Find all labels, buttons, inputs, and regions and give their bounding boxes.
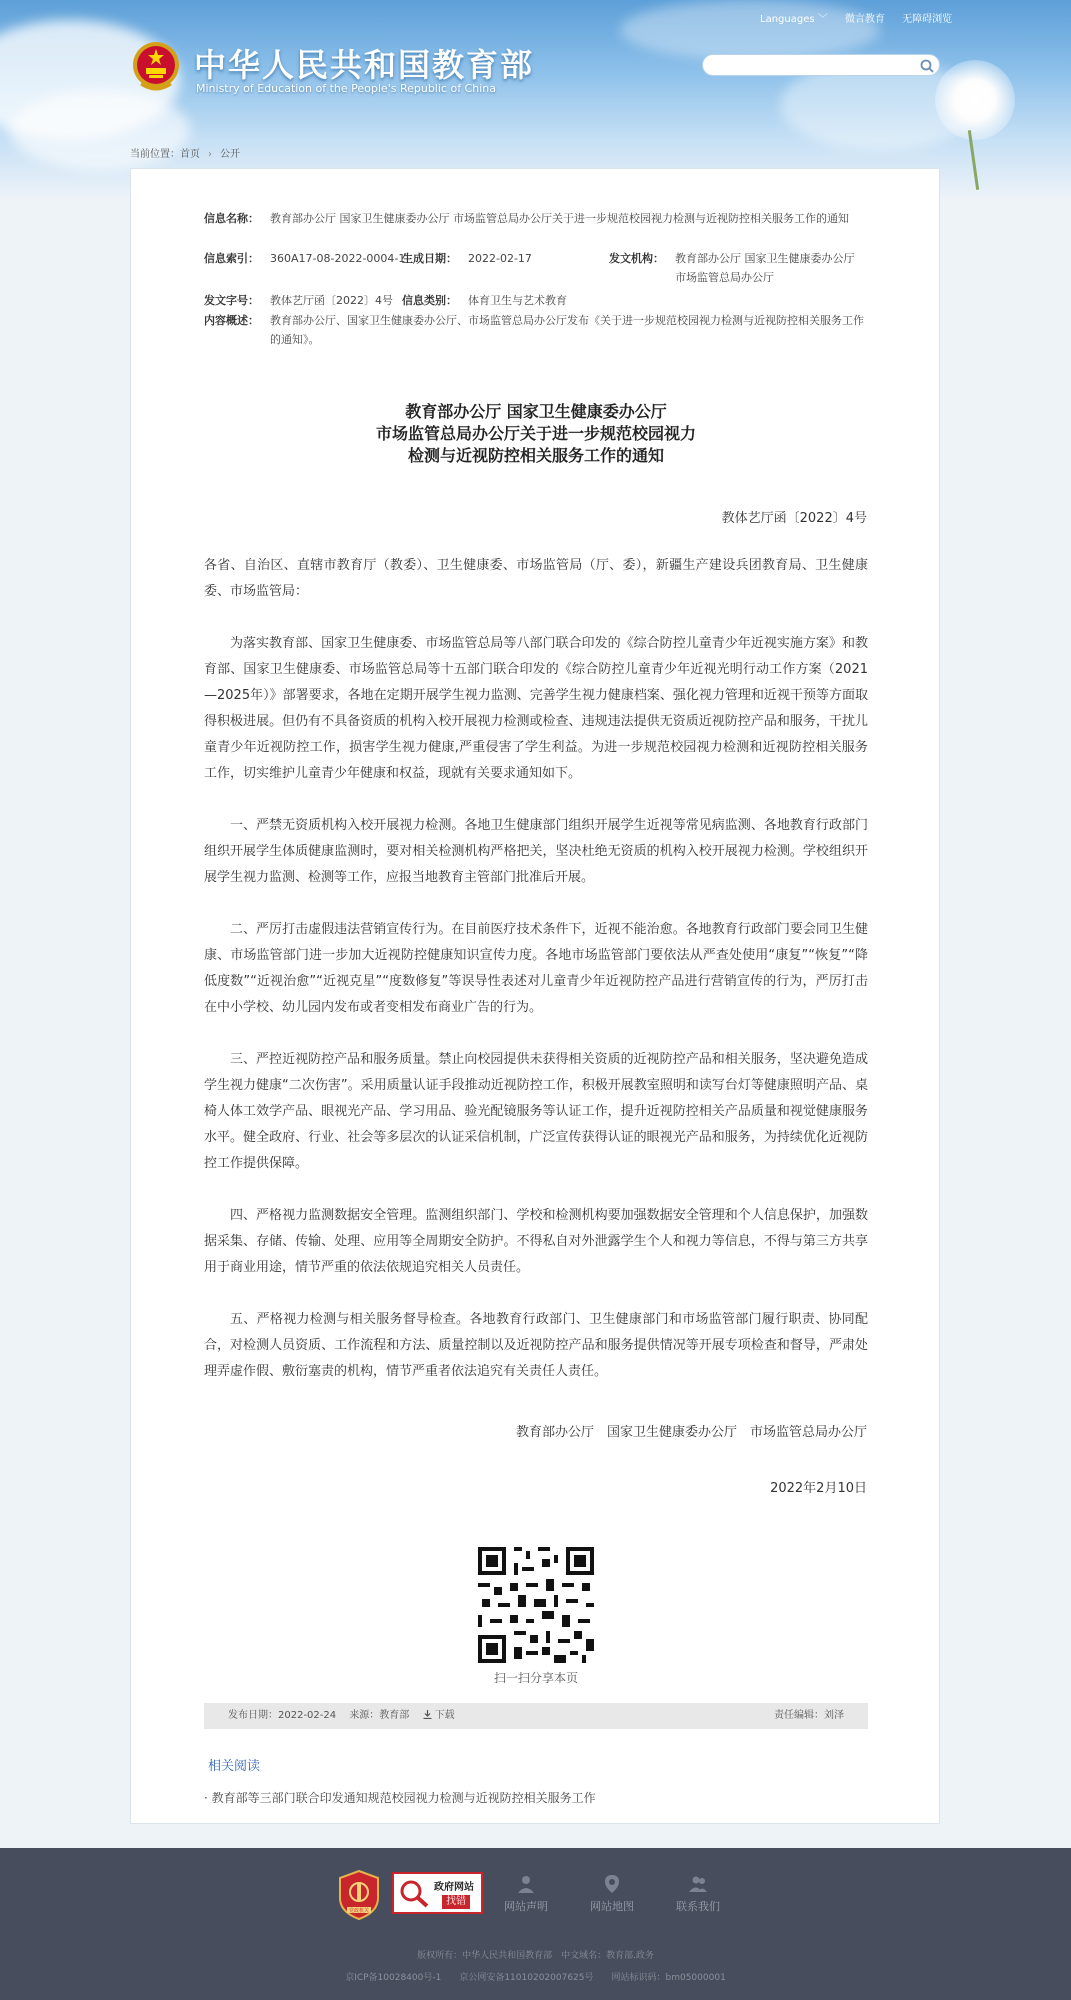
accessibility-link[interactable]: 无障碍浏览 <box>902 14 953 25</box>
body-paragraph: 为落实教育部、国家卫生健康委、市场监管总局等八部门联合印发的《综合防控儿童青少年近视实施方案》和教育部、国家卫生健康委、市场监管总局等十五部门联合印发的《综合防控儿童青少年近视光明行动工作方案（2021—2025年）》部署要求，各地在定期开展学生视力监测、完善学生视力健康档案、强化视力管理和近视干预等方面取得积极进展。但仍有不具备资质的机构入校开展视力检测或检查、违规违法提供无资质近视防控产品和服务，干扰儿童青少年近视防控工作，损害学生视力健康,严重侵害了学生利益。为进一步规范校园视力检测和近视防控相关服务工作，切实维护儿童青少年健康和权益，现就有关要求通知如下。 <box>204 636 868 781</box>
gov-btn-line2: 找错 <box>442 1895 470 1909</box>
related-item-link[interactable]: 教育部等三部门联合印发通知规范校园视力检测与近视防控相关服务工作 <box>211 1791 596 1805</box>
meta-docno-label: 发文字号： <box>204 294 259 307</box>
qr-code-icon <box>474 1543 598 1667</box>
meta-org-value: 教育部办公厅 国家卫生健康委办公厅 市场监管总局办公厅 <box>675 252 855 284</box>
contacts-icon <box>689 1874 707 1894</box>
footer-link-label: 网站地图 <box>590 1900 634 1913</box>
meta-summary-label: 内容概述： <box>204 314 259 327</box>
related-item[interactable]: · 教育部等三部门联合印发通知规范校园视力检测与近视防控相关服务工作 <box>204 1791 596 1805</box>
footer-link-sitemap[interactable] <box>582 1874 642 1914</box>
article-source: 来源：教育部 <box>349 1710 410 1721</box>
document-title <box>131 401 941 467</box>
body-paragraph: 三、严控近视防控产品和服务质量。禁止向校园提供未获得相关资质的近视防控产品和相关服务，坚决避免造成学生视力健康“二次伤害”。采用质量认证手段推动近视防控工作，积极开展教室照明和读写台灯等健康照明产品、桌椅人体工效学产品、眼视光产品、学习用品、验光配镜服务等认证工作，提升近视防控相关产品质量和视觉健康服务水平。健全政府、行业、社会等多层次的认证采信机制，广泛宣传获得认证的眼视光产品和服务，为持续优化近视防控工作提供保障。 <box>204 1052 868 1171</box>
site-footer <box>0 1848 1071 2000</box>
document-title-line: 检测与近视防控相关服务工作的通知 <box>407 446 664 465</box>
body-paragraph: 一、严禁无资质机构入校开展视力检测。各地卫生健康部门组织开展学生近视等常见病监测、各地教育行政部门组织开展学生体质健康监测时，要对相关检测机构严格把关，坚决杜绝无资质的机构入校开展视力检测。学校组织开展学生视力监测、检测等工作，应报当地教育主管部门批准后开展。 <box>204 818 868 885</box>
footer-link-contact[interactable] <box>668 1874 728 1914</box>
document-number: 教体艺厅函〔2022〕4号 <box>721 511 867 526</box>
document-title-line: 教育部办公厅 国家卫生健康委办公厅 <box>405 402 667 421</box>
weiyan-link[interactable]: 微言教育 <box>844 14 885 25</box>
document-signers: 教育部办公厅 国家卫生健康委办公厅 市场监管总局办公厅 <box>515 1425 867 1440</box>
breadcrumb-public[interactable]: 公开 <box>220 149 240 160</box>
publish-date: 发布日期：2022-02-24 <box>228 1710 337 1721</box>
meta-org-label: 发文机构： <box>609 252 664 265</box>
document-sign-date: 2022年2月10日 <box>770 1481 867 1496</box>
search-input[interactable] <box>713 57 913 73</box>
site-title-cn[interactable]: 中华人民共和国教育部 <box>194 46 535 84</box>
meta-category-value: 体育卫生与艺术教育 <box>468 294 567 307</box>
languages-link[interactable]: Languages ﹀ <box>760 14 828 25</box>
body-paragraph: 二、严厉打击虚假违法营销宣传行为。在目前医疗技术条件下，近视不能治愈。各地教育行政部门要会同卫生健康、市场监管部门进一步加大近视防控健康知识宣传力度。各地市场监管部门要依法从严查处使用“康复”“恢复”“降低度数”“近视治愈”“近视克星”“度数修复”等误导性表述对儿童青少年近视防控产品进行营销宣传的行为，严厉打击在中小学校、幼儿园内发布或者变相发布商业广告的行为。 <box>204 922 868 1015</box>
body-paragraph: 四、严格视力监测数据安全管理。监测组织部门、学校和检测机构要加强数据安全管理和个人信息保护，加强数据采集、存储、传输、处理、应用等全周期安全防护。不得私自对外泄露学生个人和视力等信息，不得与第三方共享用于商业用途，情节严重的依法依规追究相关人员责任。 <box>204 1208 868 1275</box>
meta-summary-value: 教育部办公厅、国家卫生健康委办公厅、市场监管总局办公厅发布《关于进一步规范校园视力检测与近视防控相关服务工作的通知》。 <box>270 314 864 346</box>
meta-index-value: 360A17-08-2022-0004-1 <box>270 252 406 265</box>
download-icon <box>423 1710 432 1719</box>
meta-docno-value: 教体艺厅函〔2022〕4号 <box>270 294 393 307</box>
location-pin-icon <box>603 1874 621 1894</box>
gov-btn-line1: 政府网站 <box>434 1882 474 1893</box>
user-icon <box>517 1874 535 1894</box>
header-cloud <box>620 0 880 60</box>
salutation-paragraph: 各省、自治区、直辖市教育厅（教委）、卫生健康委、市场监管局（厅、委），新疆生产建设兵团教育局、卫生健康委、市场监管局： <box>204 558 868 599</box>
search-box <box>702 54 940 76</box>
national-emblem-icon[interactable] <box>131 40 181 94</box>
dandelion-decoration <box>935 60 1015 140</box>
footer-link-label: 联系我们 <box>676 1900 720 1913</box>
article-info-bar <box>204 1703 868 1729</box>
document-body <box>204 553 868 1411</box>
download-link[interactable] <box>423 1710 465 1721</box>
badge-label: 党政机关 <box>348 1908 370 1914</box>
chevron-right-icon: › <box>208 149 212 160</box>
meta-category-label: 信息类别： <box>402 294 457 307</box>
search-icon[interactable] <box>919 58 935 74</box>
top-links <box>760 10 966 25</box>
body-paragraph: 五、严格视力检测与相关服务督导检查。各地教育行政部门、卫生健康部门和市场监管部门履行职责、协同配合，对检测人员资质、工作流程和方法、质量控制以及近视防控产品和服务提供情况等开展专项检查和督导，严肃处理弄虚作假、敷衍塞责的机构，情节严重者依法追究有关责任人责任。 <box>204 1312 868 1379</box>
meta-date-value: 2022-02-17 <box>468 252 532 265</box>
info-meta <box>204 209 868 349</box>
related-reading-title: 相关阅读 <box>208 1759 261 1774</box>
site-title-en: Ministry of Education of the People's Republic of China <box>196 82 496 95</box>
breadcrumb-home[interactable]: 首页 <box>180 149 200 160</box>
magnifier-icon <box>398 1878 430 1908</box>
download-label: 下载 <box>434 1710 455 1721</box>
meta-name-label: 信息名称： <box>204 212 259 225</box>
article-panel <box>130 168 940 1824</box>
footer-copyright: 版权所有：中华人民共和国教育部 中文域名：教育部.政务 <box>417 1951 654 1961</box>
party-government-badge-icon[interactable] <box>338 1870 380 1920</box>
footer-icp: 京ICP备10028400号-1 京公网安备11010202007625号 网站标识码：bm05000001 <box>345 1973 726 1983</box>
breadcrumb-prefix: 当前位置： <box>130 149 180 160</box>
gov-website-error-button[interactable] <box>392 1872 483 1914</box>
meta-name-value: 教育部办公厅 国家卫生健康委办公厅 市场监管总局办公厅关于进一步规范校园视力检测与近视防控相关服务工作的通知 <box>270 212 849 225</box>
responsible-editor: 责任编辑：刘泽 <box>774 1710 844 1721</box>
qr-caption: 扫一扫分享本页 <box>493 1671 578 1685</box>
breadcrumb <box>130 145 240 160</box>
footer-link-statement[interactable] <box>496 1874 556 1914</box>
footer-link-label: 网站声明 <box>504 1900 548 1913</box>
meta-index-label: 信息索引： <box>204 252 259 265</box>
document-title-line: 市场监管总局办公厅关于进一步规范校园视力 <box>375 424 696 443</box>
meta-date-label: 生成日期： <box>402 252 457 265</box>
